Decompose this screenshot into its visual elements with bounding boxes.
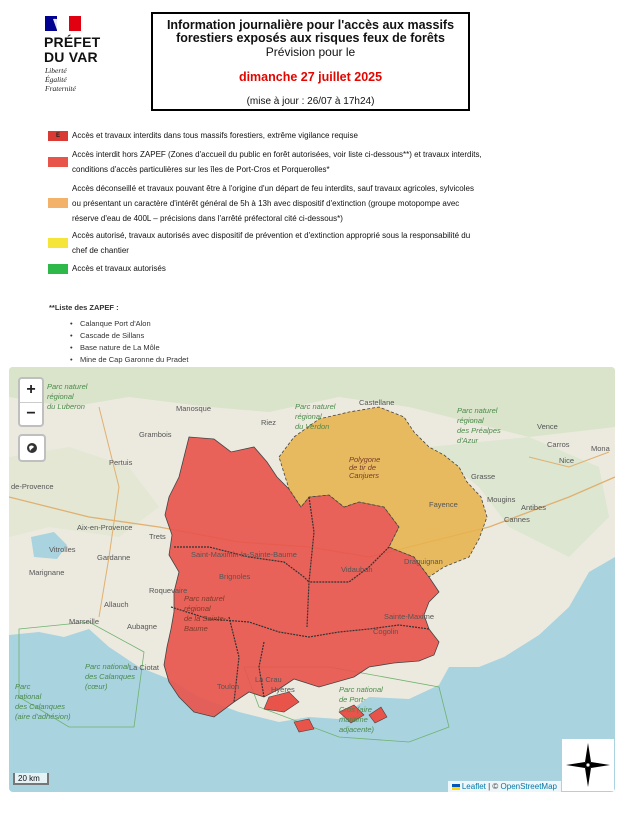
forecast-label: Prévision pour le [265, 45, 356, 59]
legend-swatch-green [48, 264, 68, 274]
place-castellane: Castellane [359, 398, 395, 407]
zapef-item: • Mine de Cap Garonne du Pradet [70, 354, 188, 366]
ukraine-flag-icon [452, 784, 460, 790]
fire-risk-map[interactable] [9, 367, 615, 792]
svg-text:Parc national: Parc national [339, 685, 383, 694]
place-draguignan: Draguignan [404, 557, 443, 566]
svg-text:Parc naturel: Parc naturel [47, 382, 88, 391]
zoom-in-button[interactable]: + [20, 379, 42, 403]
svg-text:des Calanques: des Calanques [85, 672, 136, 681]
svg-text:de Port-: de Port- [339, 695, 366, 704]
place-mona: Mona [591, 444, 610, 453]
svg-text:Parc: Parc [15, 682, 31, 691]
globe-locate-button[interactable] [18, 434, 46, 462]
compass-rose-icon [562, 739, 614, 791]
place-cogolin: Cogolin [373, 627, 399, 636]
label-canjuers [349, 455, 380, 480]
svg-text:(aire d'adhésion): (aire d'adhésion) [15, 712, 71, 721]
header-title-line1: Information journalière pour l'accès aux massifs [166, 18, 455, 32]
svg-text:du Verdon: du Verdon [295, 422, 330, 431]
place-marignane: Marignane [29, 568, 65, 577]
map-attribution [448, 781, 561, 792]
header-title-line2: forestiers exposés aux risques feux de forêts [176, 31, 445, 45]
forecast-date: dimanche 27 juillet 2025 [238, 70, 383, 84]
place-antibes: Antibes [521, 503, 547, 512]
park-label-port-cros [339, 685, 383, 734]
svg-text:national: national [15, 692, 42, 701]
place-marseille: Marseille [69, 617, 100, 626]
map-canvas [9, 367, 615, 792]
zapef-title: **Liste des ZAPEF : [49, 303, 119, 312]
svg-text:Parc naturel: Parc naturel [295, 402, 336, 411]
motto-egalite: Égalité [45, 75, 67, 84]
place-vidauban: Vidauban [341, 565, 373, 574]
svg-text:régional: régional [295, 412, 322, 421]
globe-icon [20, 436, 44, 460]
zoom-out-button[interactable]: − [26, 405, 36, 422]
forecast-header-box [151, 12, 470, 111]
svg-text:d'Azur: d'Azur [457, 436, 479, 445]
svg-text:régional: régional [457, 416, 484, 425]
map-scale-bar: 20 km [13, 773, 49, 785]
legend-text-green [72, 261, 482, 276]
svg-text:du Luberon: du Luberon [47, 402, 85, 411]
legend-text-orange [72, 181, 482, 226]
park-label-calanques-adhesion [15, 682, 71, 721]
legend-line: Accès déconseillé et travaux pouvant être à l'origine d'un départ de feu interdits, sauf travaux agricoles, sylvicoles [72, 184, 474, 193]
svg-text:Baume: Baume [184, 624, 208, 633]
place-saint-maximin: Saint-Maximin-la-Sainte-Baume [191, 550, 297, 559]
legend-line: conditions d'accès particulières sur les îles de Port-Cros et Porquerolles* [72, 165, 330, 174]
place-carros: Carros [547, 440, 570, 449]
place-hyeres: Hyères [271, 685, 295, 694]
place-pertuis: Pertuis [109, 458, 133, 467]
park-label-calanques-coeur [85, 662, 135, 691]
logo-title-line1: PRÉFET [44, 34, 101, 50]
svg-text:Parc national: Parc national [85, 662, 129, 671]
place-allauch: Allauch [104, 600, 129, 609]
place-trets: Trets [149, 532, 166, 541]
republic-motto [45, 66, 76, 93]
zoom-control [18, 377, 44, 427]
legend-line: Accès et travaux interdits dans tous massifs forestiers, extrême vigilance requise [72, 131, 358, 140]
legend-line: Accès autorisé, travaux autorisés avec dispositif de prévention et d'extinction approprié sous la responsabilité du [72, 231, 471, 240]
svg-text:des Calanques: des Calanques [15, 702, 66, 711]
place-nice: Nice [559, 456, 575, 465]
prefet-logo-title [44, 35, 139, 65]
place-fayence: Fayence [429, 500, 458, 509]
legend-line: Accès interdit hors ZAPEF (Zones d'accueil du public en forêt autorisées, voir liste ci-dessous**) et travaux interdits, [72, 150, 482, 159]
legend-text-red [72, 147, 482, 177]
svg-text:(cœur): (cœur) [85, 682, 108, 691]
svg-text:Parc naturel: Parc naturel [457, 406, 498, 415]
marianne-flag-icon [45, 16, 81, 31]
svg-text:régional: régional [184, 604, 211, 613]
legend-swatch-orange [48, 198, 68, 208]
svg-text:de la Sainte-: de la Sainte- [184, 614, 227, 623]
legend-text-extreme [72, 128, 482, 143]
header-title [153, 19, 468, 45]
place-aix: Aix-en-Provence [77, 523, 133, 532]
svg-text:maritime: maritime [339, 715, 368, 724]
place-vitrolles: Vitrolles [49, 545, 76, 554]
legend-line: Accès et travaux autorisés [72, 264, 166, 273]
place-roquevaire: Roquevaire [149, 586, 188, 595]
place-mougins: Mougins [487, 495, 516, 504]
legend-line: chef de chantier [72, 246, 129, 255]
svg-text:Parc naturel: Parc naturel [184, 594, 225, 603]
svg-text:Cros (aire: Cros (aire [339, 705, 372, 714]
place-la-crau: La Crau [255, 675, 282, 684]
legend-text-yellow [72, 228, 482, 258]
legend-line: réserve d'eau de 400L – précisions dans l'arrêté préfectoral cité ci-dessous*) [72, 214, 343, 223]
osm-link[interactable]: OpenStreetMap [500, 782, 557, 791]
legend-swatch-red [48, 157, 68, 167]
place-cannes: Cannes [504, 515, 530, 524]
place-aubagne: Aubagne [127, 622, 158, 631]
place-toulon: Toulon [217, 682, 240, 691]
zapef-item: • Calanque Port d'Alon [70, 318, 188, 330]
place-grasse: Grasse [471, 472, 496, 481]
place-riez: Riez [261, 418, 277, 427]
update-timestamp: (mise à jour : 26/07 à 17h24) [246, 96, 375, 107]
place-gardanne: Gardanne [97, 553, 131, 562]
svg-text:de tir de: de tir de [349, 463, 377, 472]
motto-liberte: Liberté [45, 66, 67, 75]
svg-text:des Préalpes: des Préalpes [457, 426, 501, 435]
zapef-item: • Base nature de La Môle [70, 342, 188, 354]
place-sainte-maxime: Sainte-Maxime [384, 612, 435, 621]
legend-swatch-extreme: E [48, 131, 68, 141]
place-vence: Vence [537, 422, 558, 431]
logo-title-line2: DU VAR [44, 49, 98, 65]
zapef-item: • Cascade de Sillans [70, 330, 188, 342]
svg-text:Polygone: Polygone [349, 455, 381, 464]
svg-text:régional: régional [47, 392, 74, 401]
place-la-ciotat: La Ciotat [129, 663, 160, 672]
leaflet-link[interactable]: Leaflet [461, 782, 486, 791]
zapef-list [70, 318, 188, 366]
legend-line: ou présentant un caractère d'intérêt général de 5h à 13h avec dispositif d'extinction (groupe motopompe avec [72, 199, 460, 208]
place-brignoles: Brignoles [219, 572, 251, 581]
place-de-provence: de-Provence [11, 482, 54, 491]
motto-fraternite: Fraternité [45, 84, 76, 93]
svg-text:Canjuers: Canjuers [349, 471, 380, 480]
legend-swatch-yellow [48, 238, 68, 248]
place-manosque: Manosque [176, 404, 212, 413]
attribution-separator: | © [485, 782, 501, 791]
svg-text:adjacente): adjacente) [339, 725, 375, 734]
place-grambois: Grambois [139, 430, 172, 439]
